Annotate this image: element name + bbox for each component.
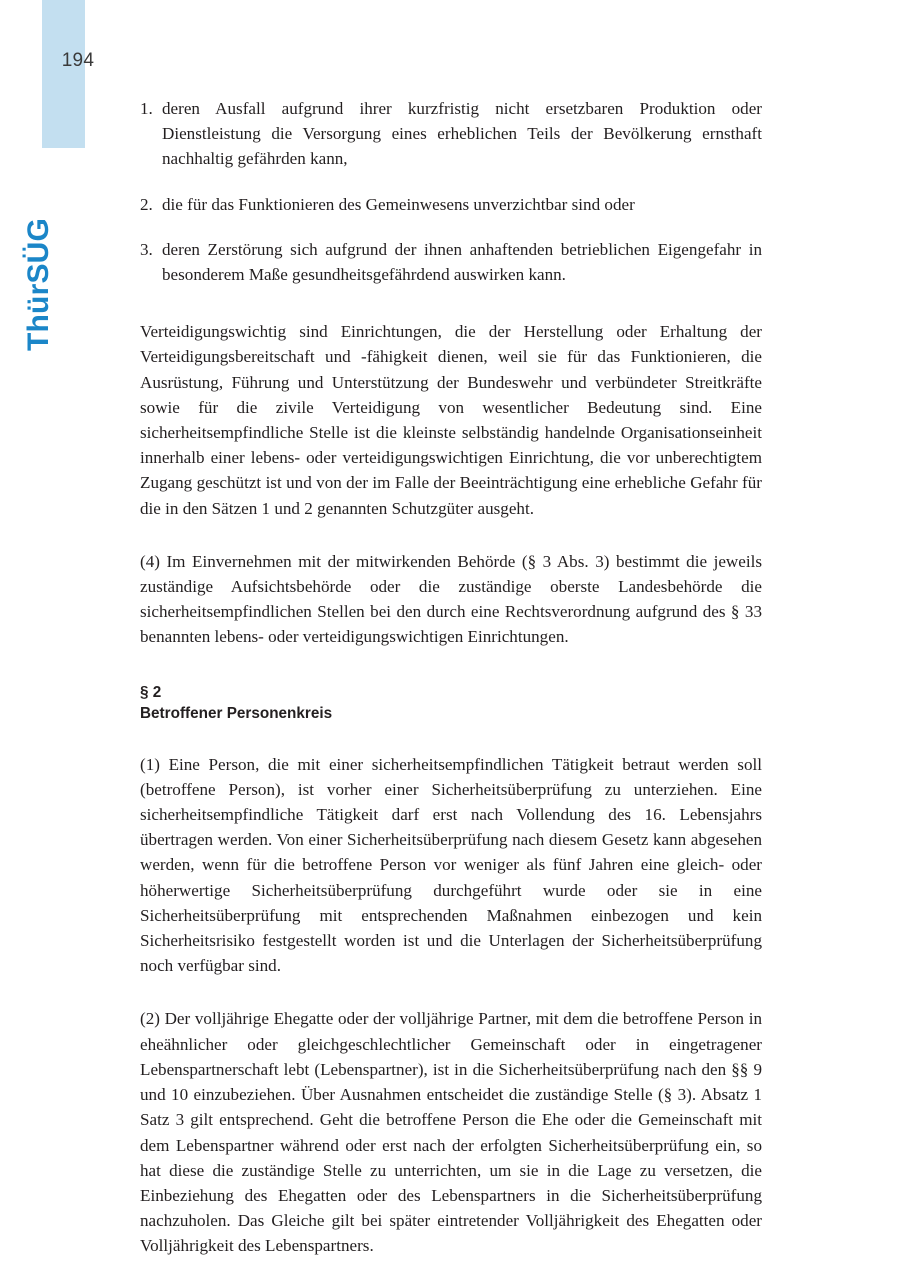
paragraph-spacer: [140, 670, 762, 682]
list-item: [140, 96, 762, 172]
paragraph-absatz-1: (1) Eine Person, die mit einer sicherheitsempfindlichen Tätigkeit betraut werden soll (betroffene Person), ist vorher einer Sicherheitsüberprüfung zu unterziehen. Eine sicherheitsempfindliche Tätigkeit darf erst nach Vollendung des 16. Lebensjahrs übertragen werden. Von einer Sicherheitsüberprüfung nach diesem Gesetz kann abgesehen werden, wenn für die betroffene Person vor weniger als fünf Jahren eine gleich- oder höherwertige Sicherheitsüberprüfung durchgeführt wurde oder sie in eine Sicherheitsüberprüfung mit entsprechenden Maßnahmen einbezogen und kein Sicherheitsrisiko festgestellt worden ist und die Unterlagen der Sicherheitsüberprüfung noch verfügbar sind.: [140, 754, 762, 976]
page-number: 194: [61, 50, 95, 71]
paragraph-spacer: [140, 307, 762, 319]
text-column: [140, 96, 762, 1259]
paragraph-absatz-2: (2) Der volljährige Ehegatte oder der volljährige Partner, mit dem die betroffene Person in eheähnlicher oder gleichgeschlechtlicher Gemeinschaft oder in eingetragener Lebenspartnerschaft lebt (Lebenspartner), ist in die Sicherheitsüberprüfung nach den §§ 9 und 10 einzubeziehen. Über Ausnahmen entscheidet die zuständige Stelle (§ 3). Absatz 1 Satz 3 gilt entsprechend. Geht die betroffene Person die Ehe oder die Gemeinschaft mit dem Lebenspartner während oder erst nach der erfolgten Sicherheitsüberprüfung ein, so hat diese die zuständige Stelle zu unterrichten, um sie in die Lage zu versetzen, die Einbeziehung des Ehegatten oder des Lebenspartners in die Sicherheitsüberprüfung nachzuholen. Das Gleiche gilt bei später eintretender Volljährigkeit des Ehegatten oder Volljährigkeit des Lebenspartners.: [140, 1009, 762, 1256]
list-item-text: die für das Funktionieren des Gemeinwesens unverzichtbar sind oder: [162, 194, 635, 214]
list-item-marker: 1.: [140, 99, 153, 118]
numbered-list: [140, 96, 762, 287]
list-item-text: deren Ausfall aufgrund ihrer kurzfristig nicht ersetzbaren Produktion oder Dienstleistung die Versorgung eines erheblichen Teils der Bevölkerung ernsthaft nachhaltig gefährden kann,: [162, 99, 762, 169]
paragraph-spacer: [140, 998, 762, 1006]
margin-law-label: ThürSÜG: [22, 217, 55, 351]
list-item: [140, 237, 762, 287]
paragraph-absatz-4: (4) Im Einvernehmen mit der mitwirkenden Behörde (§ 3 Abs. 3) bestimmt die jeweils zuständige Aufsichtsbehörde oder die zuständige oberste Landesbehörde die sicherheitsempfindlichen Stellen bei den durch eine Rechtsverordnung aufgrund des § 33 benannten lebens- oder verteidigungswichtigen Einrichtungen.: [140, 551, 762, 647]
list-item: [140, 192, 762, 217]
section-title: Betroffener Personenkreis: [140, 704, 333, 722]
list-item-marker: 2.: [140, 194, 153, 214]
list-item-text: deren Zerstörung sich aufgrund der ihnen anhaftenden betrieblichen Eigengefahr in besonderem Maße gesundheitsgefährdend auswirken kann.: [162, 239, 762, 285]
section-number: § 2: [140, 683, 162, 701]
paragraph-spacer: [140, 541, 762, 549]
page-marker-bar: [42, 0, 85, 148]
list-item-marker: 3.: [140, 239, 153, 259]
section-heading: [140, 682, 762, 724]
paragraph-verteidigungswichtig: Verteidigungswichtig sind Einrichtungen, die der Herstellung oder Erhaltung der Verteidigungsbereitschaft und -fähigkeit dienen, weil sie für das Funktionieren, die Ausrüstung, Führung und Unterstützung der Bundeswehr und verbündeter Streitkräfte sowie für die zivile Verteidigung von wesentlicher Bedeutung sind. Eine sicherheitsempfindliche Stelle ist die kleinste selbständig handelnde Organisationseinheit innerhalb einer lebens- oder verteidigungswichtigen Einrichtung, die vor unberechtigtem Zugang geschützt ist und von der im Falle der Beeinträchtigung eine erhebliche Gefahr für die in den Sätzen 1 und 2 genannten Schutzgüter ausgeht.: [140, 322, 762, 518]
paragraph-spacer: [140, 744, 762, 752]
